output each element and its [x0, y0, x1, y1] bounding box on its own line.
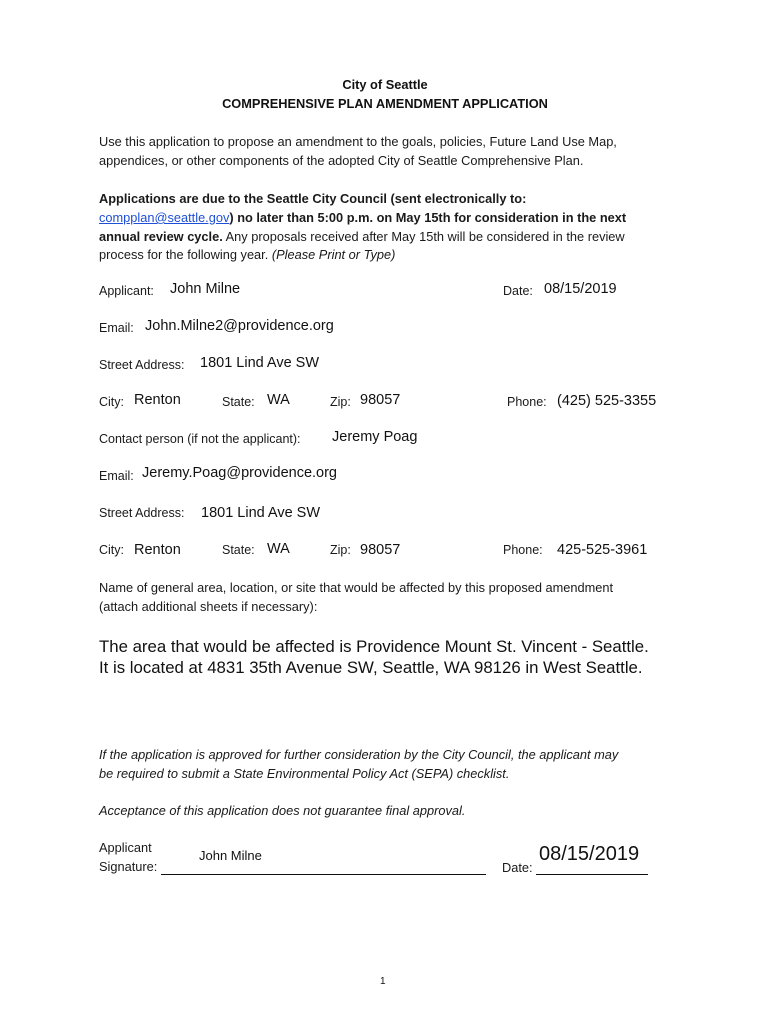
- contact-state-label: State:: [222, 543, 255, 557]
- applicant-email-field[interactable]: John.Milne2@providence.org: [145, 318, 334, 334]
- applicant-field[interactable]: John Milne: [170, 281, 241, 297]
- signature-field[interactable]: John Milne: [199, 848, 262, 863]
- intro-line-2: appendices, or other components of the adopted City of Seattle Comprehensive Plan.: [99, 153, 584, 168]
- contact-city-field[interactable]: Renton: [134, 542, 181, 558]
- applicant-state-label: State:: [222, 395, 255, 409]
- applicant-date-label: Date:: [503, 284, 533, 298]
- area-answer-line-1[interactable]: The area that would be affected is Providence Mount St. Vincent - Seattle.: [99, 637, 649, 656]
- applicant-date-field[interactable]: 08/15/2019: [544, 281, 617, 297]
- contact-phone-label: Phone:: [503, 543, 543, 557]
- contact-email-field[interactable]: Jeremy.Poag@providence.org: [142, 465, 337, 481]
- applicant-state-field[interactable]: WA: [267, 392, 290, 408]
- deadline-line-3-bold: annual review cycle.: [99, 229, 223, 244]
- applicant-phone-field[interactable]: (425) 525-3355: [557, 393, 657, 409]
- applicant-street-label: Street Address:: [99, 358, 185, 372]
- deadline-line-1: Applications are due to the Seattle City Council (sent electronically to:: [99, 191, 527, 206]
- contact-state-field[interactable]: WA: [267, 541, 290, 557]
- print-or-type-note: (Please Print or Type): [271, 247, 396, 262]
- signature-label-line-2: Signature:: [99, 859, 158, 874]
- deadline-line-4-text: process for the following year.: [99, 247, 272, 262]
- signature-line: [161, 874, 486, 875]
- contact-street-field[interactable]: 1801 Lind Ave SW: [201, 505, 321, 521]
- deadline-line-4: [99, 245, 395, 264]
- deadline-line-3-text: Any proposals received after May 15th will be considered in the review: [222, 229, 625, 244]
- signature-label-line-1: Applicant: [99, 840, 152, 855]
- deadline-line-2-text: ) no later than 5:00 p.m. on May 15th for consideration in the next: [229, 210, 627, 225]
- contact-person-field[interactable]: Jeremy Poag: [332, 429, 418, 445]
- contact-street-label: Street Address:: [99, 506, 185, 520]
- contact-zip-field[interactable]: 98057: [360, 542, 401, 558]
- applicant-email-label: Email:: [99, 321, 134, 335]
- submission-email-link[interactable]: compplan@seattle.gov: [99, 210, 230, 225]
- intro-line-1: Use this application to propose an amendment to the goals, policies, Future Land Use Map,: [99, 134, 617, 149]
- deadline-line-3: [99, 227, 625, 246]
- deadline-line-2: [99, 208, 626, 227]
- applicant-zip-label: Zip:: [330, 395, 351, 409]
- applicant-city-label: City:: [99, 395, 124, 409]
- page-number: 1: [380, 976, 386, 987]
- contact-city-label: City:: [99, 543, 124, 557]
- contact-person-label: Contact person (if not the applicant):: [99, 432, 301, 446]
- applicant-city-field[interactable]: Renton: [134, 392, 181, 408]
- area-prompt-line-1: Name of general area, location, or site that would be affected by this proposed amendment: [99, 580, 614, 595]
- acceptance-note: Acceptance of this application does not guarantee final approval.: [99, 803, 466, 818]
- sepa-note-line-1: If the application is approved for further consideration by the City Council, the applicant may: [99, 747, 619, 762]
- signature-date-line: [536, 874, 648, 875]
- contact-phone-field[interactable]: 425-525-3961: [557, 542, 648, 558]
- sepa-note-line-2: be required to submit a State Environmental Policy Act (SEPA) checklist.: [99, 766, 510, 781]
- page-title: COMPREHENSIVE PLAN AMENDMENT APPLICATION: [222, 96, 548, 111]
- signature-date-label: Date:: [502, 860, 533, 875]
- area-prompt-line-2: (attach additional sheets if necessary):: [99, 599, 318, 614]
- contact-zip-label: Zip:: [330, 543, 351, 557]
- applicant-phone-label: Phone:: [507, 395, 547, 409]
- signature-date-field[interactable]: 08/15/2019: [539, 843, 640, 865]
- applicant-zip-field[interactable]: 98057: [360, 392, 401, 408]
- applicant-street-field[interactable]: 1801 Lind Ave SW: [200, 355, 320, 371]
- contact-email-label: Email:: [99, 469, 134, 483]
- header-city: City of Seattle: [342, 77, 428, 92]
- applicant-label: Applicant:: [99, 284, 154, 298]
- area-answer-line-2[interactable]: It is located at 4831 35th Avenue SW, Seattle, WA 98126 in West Seattle.: [99, 658, 643, 677]
